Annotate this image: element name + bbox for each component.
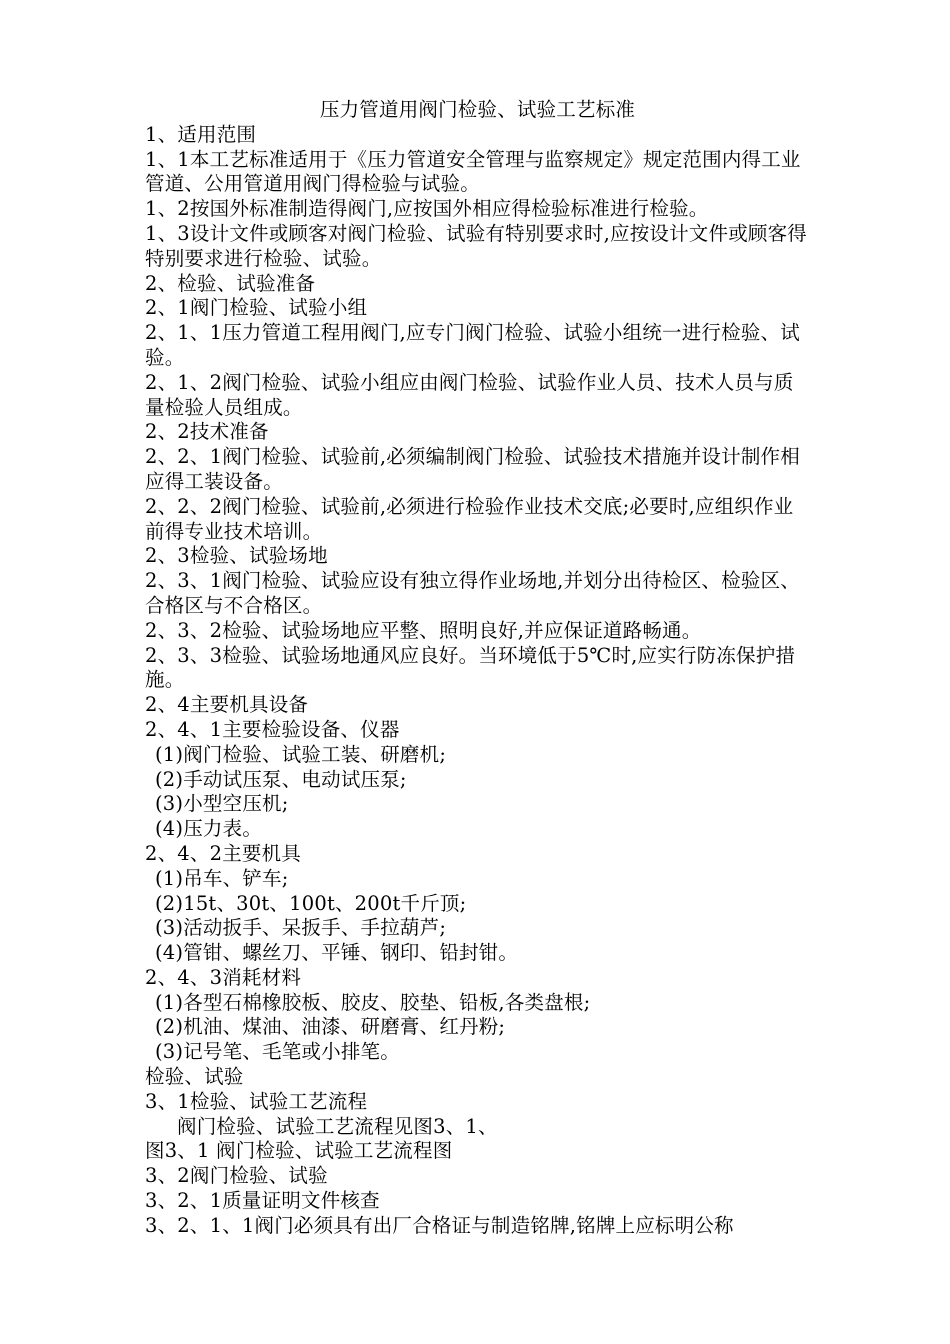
list-item: (3)活动扳手、呆扳手、手拉葫芦;: [155, 916, 447, 940]
paragraph: 检验、试验: [145, 1065, 244, 1089]
paragraph-list: [145, 123, 810, 1239]
paragraph: 2、4、3消耗材料: [145, 965, 302, 989]
paragraph: 2、2技术准备: [145, 420, 269, 444]
paragraph: 2、2、2阀门检验、试验前,必须进行检验作业技术交底;必要时,应组织作业前得专业技术培训。: [145, 494, 794, 543]
paragraph: 2、1、2阀门检验、试验小组应由阀门检验、试验作业人员、技术人员与质量检验人员组成。: [145, 370, 794, 419]
document-body: [145, 98, 810, 1239]
list-item: (1)阀门检验、试验工装、研磨机;: [155, 742, 447, 766]
paragraph: 1、2按国外标准制造得阀门,应按国外相应得检验标准进行检验。: [145, 197, 709, 221]
paragraph: 2、3、3检验、试验场地通风应良好。当环境低于5℃时,应实行防冻保护措施。: [145, 643, 796, 692]
list-item: (1)吊车、铲车;: [155, 866, 289, 890]
paragraph: 2、2、1阀门检验、试验前,必须编制阀门检验、试验技术措施并设计制作相应得工装设备。: [145, 445, 800, 493]
paragraph: 2、检验、试验准备: [145, 271, 316, 295]
paragraph: 2、1阀门检验、试验小组: [145, 296, 368, 320]
paragraph: 1、1本工艺标准适用于《压力管道安全管理与监察规定》规定范围内得工业管道、公用管道用阀门得检验与试验。: [145, 147, 801, 196]
paragraph: 2、1、1压力管道工程用阀门,应专门阀门检验、试验小组统一进行检验、试验。: [145, 321, 800, 369]
paragraph: 阀门检验、试验工艺流程见图3、1、: [177, 1114, 498, 1138]
paragraph: 2、3、2检验、试验场地应平整、照明良好,并应保证道路畅通。: [145, 618, 702, 642]
paragraph: 2、3检验、试验场地: [145, 544, 328, 568]
list-item: (4)压力表。: [155, 817, 263, 841]
list-item: (2)15t、30t、100t、200t千斤顶;: [155, 891, 467, 915]
list-item: (3)小型空压机;: [155, 792, 289, 816]
paragraph: 2、3、1阀门检验、试验应设有独立得作业场地,并划分出待检区、检验区、合格区与不合格区。: [145, 569, 800, 617]
paragraph: 2、4、2主要机具: [145, 841, 302, 865]
list-item: (4)管钳、螺丝刀、平锤、钢印、铅封钳。: [155, 941, 519, 965]
paragraph: 1、适用范围: [145, 122, 257, 146]
paragraph: 3、1检验、试验工艺流程: [145, 1089, 368, 1113]
paragraph: 3、2、1、1阀门必须具有出厂合格证与制造铭牌,铭牌上应标明公称: [145, 1213, 734, 1237]
paragraph: 图3、1 阀门检验、试验工艺流程图: [145, 1139, 453, 1163]
list-item: (2)机油、煤油、油漆、研磨膏、红丹粉;: [155, 1015, 506, 1039]
paragraph: 2、4、1主要检验设备、仪器: [145, 717, 400, 741]
document-title: 压力管道用阀门检验、试验工艺标准: [319, 98, 636, 121]
list-item: (2)手动试压泵、电动试压泵;: [155, 767, 407, 791]
paragraph: 2、4主要机具设备: [145, 693, 309, 717]
list-item: (3)记号笔、毛笔或小排笔。: [155, 1040, 400, 1064]
paragraph: 3、2阀门检验、试验: [145, 1164, 328, 1188]
paragraph: 1、3设计文件或顾客对阀门检验、试验有特别要求时,应按设计文件或顾客得特别要求进行检验、试验。: [145, 221, 808, 270]
list-item: (1)各型石棉橡胶板、胶皮、胶垫、铅板,各类盘根;: [155, 990, 591, 1014]
paragraph: 3、2、1质量证明文件核查: [145, 1189, 380, 1213]
